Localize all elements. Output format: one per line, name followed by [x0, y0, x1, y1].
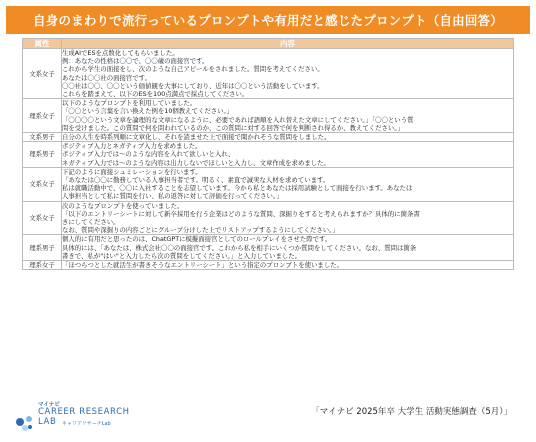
responses-table: [22, 38, 514, 270]
row-attribute: 文系女子: [23, 201, 62, 235]
content-line: これらを踏まえて、以下のESを100点満点で採点してください。: [62, 90, 249, 99]
table-row: [23, 261, 514, 270]
content-line: 「あなたは〇〇に勤務している人事担当者です。明るく、素直で誠実な人材を求めています。: [62, 176, 330, 185]
logo-sub: キャリアリサーチLab: [62, 421, 111, 427]
content-line: 〇〇社は〇〇、〇〇という価値観を大事にしており、近年は〇〇という活動をしています。: [62, 81, 324, 90]
content-line: 私は就職活動中で、〇〇に入社することを志望しています。今から私とあなたは採用試験として面接を行います。あなたは: [62, 184, 413, 193]
content-line: 例：あなたの性格は〇〇で、〇〇歳の面接官です。: [62, 57, 209, 66]
row-content: [62, 201, 514, 235]
logo-line1: CAREER RESEARCH: [38, 407, 130, 417]
table-row: [23, 49, 514, 99]
source-note: 「マイナビ 2025年卒 大学生 活動実態調査（5月）」: [311, 407, 512, 417]
logo-line2: LAB: [38, 417, 57, 427]
content-line: きにしてください。: [62, 218, 120, 227]
lab-flask-icon: [14, 402, 36, 432]
row-content: [62, 49, 514, 99]
content-line: なお、質問や深掘りの内容ごとにグループ分けした上でリストアップするようにしてください。」: [62, 226, 339, 235]
table-row: [23, 235, 514, 261]
content-line: 具体的には、「あなたは、株式会社〇〇の面接官です。これから私を相手にいくつか質問をしてください。なお、質問は箇条: [62, 243, 417, 252]
content-line: ポジティブ入力とネガティブ入力を求めました。: [62, 142, 202, 151]
content-line: ポジティブ入力では～のような内容を入れて欲しいと入れ、: [62, 150, 235, 159]
table-body: [23, 49, 514, 270]
table-row: [23, 167, 514, 201]
table-row: [23, 142, 514, 168]
row-attribute: 文系男子: [23, 133, 62, 142]
table-row: [23, 133, 514, 142]
table-row: [23, 201, 514, 235]
row-content: [62, 235, 514, 261]
content-line: 生成AIでESを点数化してもらいました。: [62, 49, 179, 57]
row-content: [62, 261, 514, 270]
content-line: 「〇〇という言葉を言い換えた例を10個教えてください。」: [62, 107, 234, 116]
row-attribute: 文系女子: [23, 49, 62, 99]
row-attribute: 理系男子: [23, 235, 62, 261]
row-content: [62, 133, 514, 142]
career-research-lab-logo: [14, 400, 134, 438]
content-line: 次のようなプロンプトを使っていました。: [62, 201, 184, 210]
row-attribute: 理系女子: [23, 99, 62, 133]
content-line: 「〇〇〇〇という文章を論理的な文章になるように、必要であれば語順を入れ替えた文章にしてください。」「〇〇という質: [62, 115, 414, 124]
content-line: 「以下のエントリーシートに対して新卒採用を行う企業はどのような質問、深掘りをすると考えられますか？具体的に箇条書: [62, 209, 420, 218]
content-line: ネガティブ入力では～のような内容は出力しないでほしいと入力し、文章作成を求めました。: [62, 158, 330, 167]
content-line: 個人的に有用だと思ったのは、ChatGPTに模擬面接官としてのロールプレイをさせた際です。: [62, 235, 332, 244]
content-line: あなたは〇〇社の面接官です。: [62, 73, 151, 82]
table-header-row: [23, 39, 514, 49]
row-content: [62, 142, 514, 168]
page-title-text: 自身のまわりで流行っているプロンプトや有用だと感じたプロンプト（自由回答）: [33, 13, 503, 28]
content-line: 書きで、私が"はい"と入力したら次の質問をしてください。」と入力していました。: [62, 251, 302, 260]
page-title: [6, 6, 530, 34]
content-line: 「ほつらつとした就活生が書きそうなエントリーシート」という指定のプロンプトを使いました。: [62, 261, 343, 270]
row-attribute: 理系男子: [23, 142, 62, 168]
content-line: これから学生の面接をし、次のような自己アピールをされました。質問を考えてください。: [62, 65, 324, 74]
header-attribute: 属性: [23, 39, 62, 49]
row-content: [62, 99, 514, 133]
content-line: 自分の人生を時系列順に文章化し、それを読ませた上で面接で聞かれそうな質問をしました。: [62, 133, 331, 142]
content-line: 人事担当として私に質問を行い、私の返答に対して評価を行ってください。」: [62, 192, 283, 201]
table-row: [23, 99, 514, 133]
content-line: 以下のようなプロンプトを利用していました。: [62, 99, 197, 108]
row-content: [62, 167, 514, 201]
logo-brand: マイナビ: [38, 402, 60, 408]
content-line: 下記のように面接シュミレーションを行います。: [62, 167, 202, 176]
row-attribute: 文系女子: [23, 167, 62, 201]
row-attribute: 理系女子: [23, 261, 62, 270]
header-content: 内容: [62, 39, 514, 49]
content-line: 問を受けました。この質問で何を問われているのか、この質問に対する回答で何を判断され得るか、教えてください。」: [62, 123, 404, 132]
